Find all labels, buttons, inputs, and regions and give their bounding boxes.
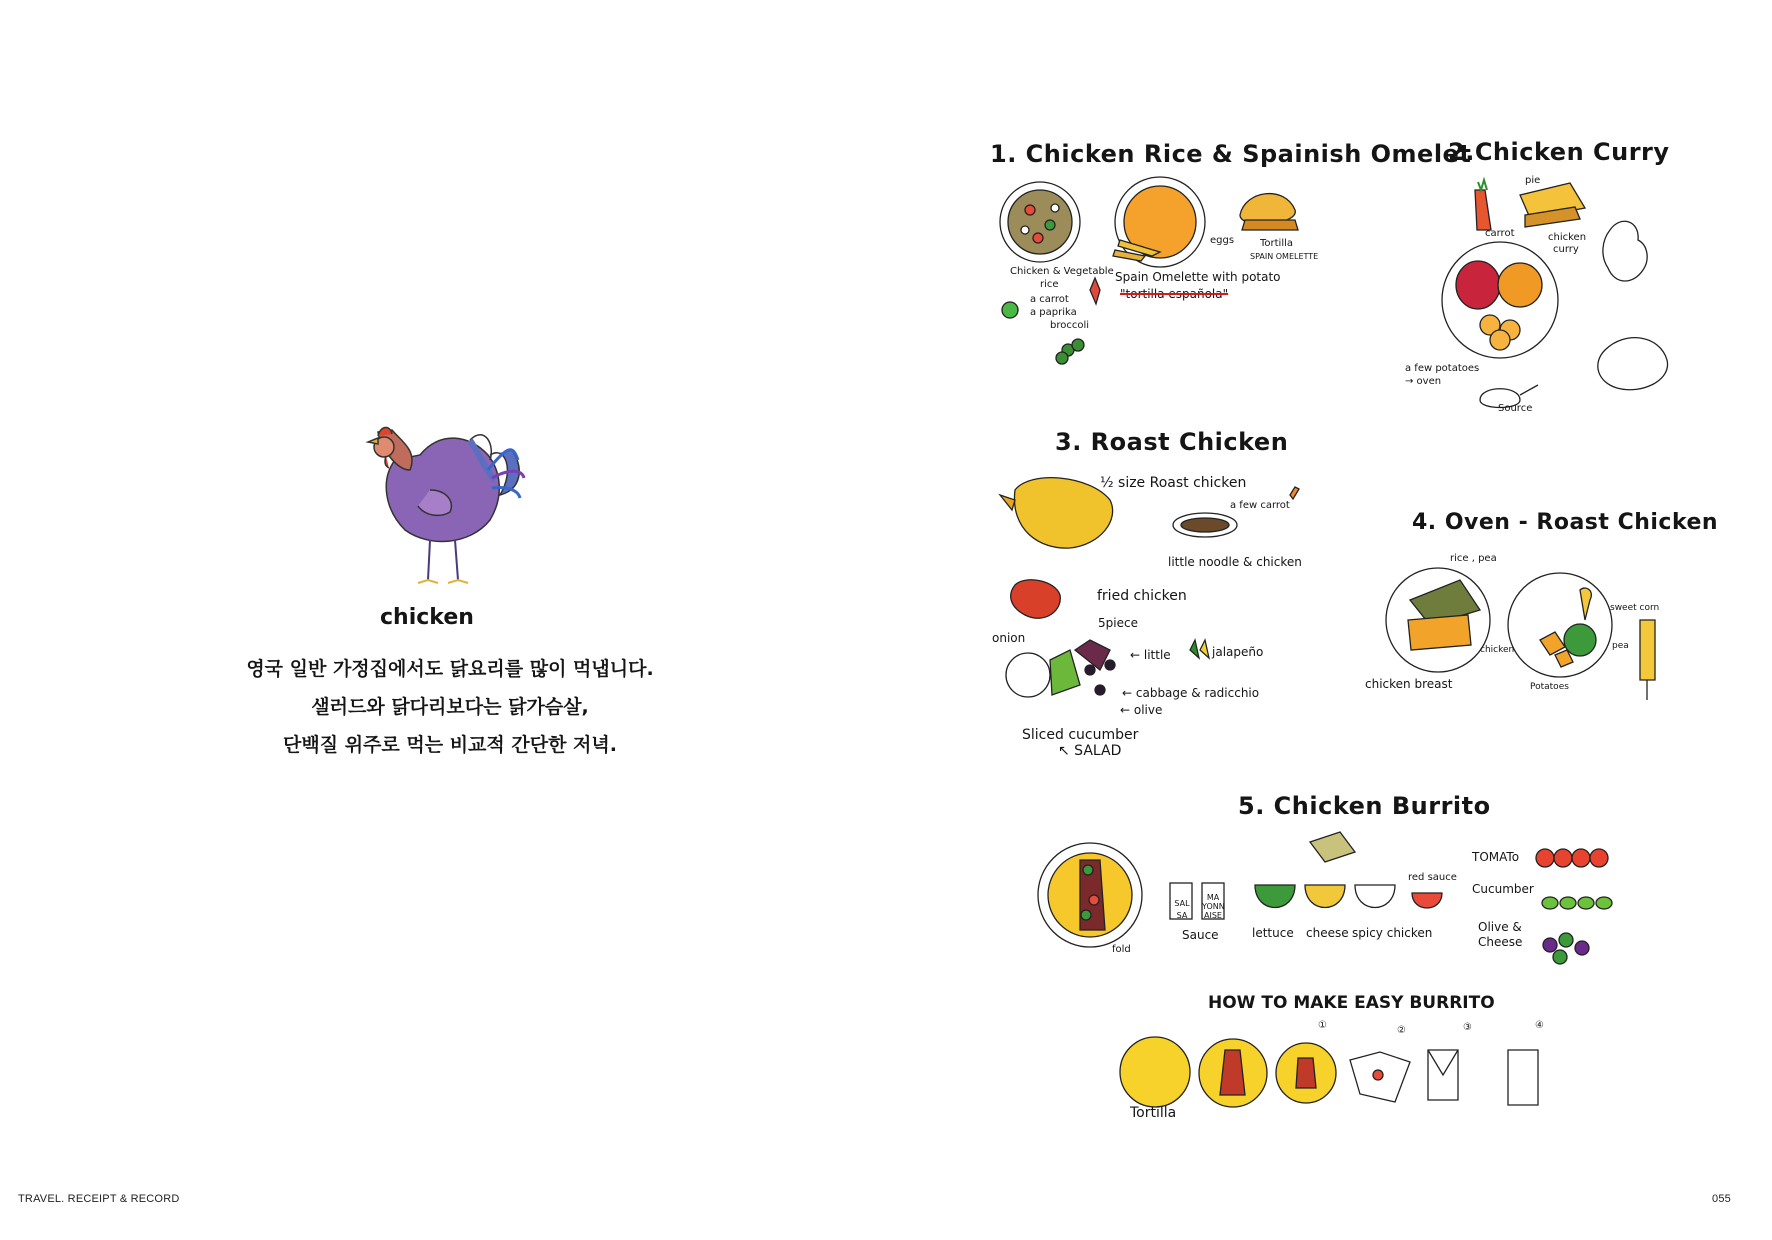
r4-chicken: chicken bbox=[1480, 645, 1515, 655]
rooster-illustration bbox=[368, 427, 524, 583]
recipe4-title: 4. Oven - Roast Chicken bbox=[1412, 510, 1719, 535]
r3-fried: fried chicken bbox=[1097, 588, 1187, 604]
recipe1-title: 1. Chicken Rice & Spainish Omelet bbox=[990, 140, 1472, 168]
r1-veg-broccoli: broccoli bbox=[1050, 320, 1090, 331]
r2-oven: → oven bbox=[1405, 376, 1442, 387]
howto-illustrations bbox=[1120, 1037, 1538, 1107]
r5-sauce: Sauce bbox=[1182, 928, 1219, 942]
r5-mayo: MA YONN AISE bbox=[1202, 893, 1225, 920]
r5-spicy: spicy chicken bbox=[1352, 926, 1433, 940]
howto-step-2: ② bbox=[1397, 1025, 1406, 1036]
r1-tortilla-sub: SPAIN OMELETTE bbox=[1250, 252, 1319, 261]
r3-olive: ← olive bbox=[1120, 703, 1163, 717]
r1-eggs: eggs bbox=[1210, 235, 1235, 246]
body-line: 단백질 위주로 먹는 비교적 간단한 저녁. bbox=[283, 734, 617, 756]
recipe2-title: 2.Chicken Curry bbox=[1448, 138, 1670, 166]
howto-step-3: ③ bbox=[1463, 1022, 1472, 1033]
r3-little: ← little bbox=[1130, 648, 1171, 662]
left-page-body bbox=[230, 650, 670, 764]
r3-cabbage: ← cabbage & radicchio bbox=[1122, 686, 1260, 700]
r5-cucumber: Cucumber bbox=[1472, 882, 1534, 896]
r2-curry2: curry bbox=[1553, 244, 1579, 255]
r3-cucumber: Sliced cucumber bbox=[1022, 727, 1139, 743]
r5-tomato: TOMATo bbox=[1472, 850, 1520, 864]
r5-red-sauce: red sauce bbox=[1408, 872, 1457, 883]
r3-few-carrot: a few carrot bbox=[1230, 500, 1290, 511]
r5-lettuce: lettuce bbox=[1252, 926, 1294, 940]
howto-step-4: ④ bbox=[1535, 1020, 1544, 1031]
howto-title: HOW TO MAKE EASY BURRITO bbox=[1208, 993, 1495, 1013]
r4-rice-pea: rice , pea bbox=[1450, 553, 1497, 564]
body-line: 영국 일반 가정집에서도 닭요리를 많이 먹냅니다. bbox=[246, 658, 654, 680]
r3-half-roast: ½ size Roast chicken bbox=[1100, 475, 1247, 491]
howto-step-1: ① bbox=[1318, 1020, 1327, 1031]
r2-carrot: carrot bbox=[1485, 228, 1515, 239]
r3-salad: ↖ SALAD bbox=[1058, 743, 1122, 759]
r4-breast: chicken breast bbox=[1365, 677, 1453, 691]
r2-pie: pie bbox=[1525, 175, 1541, 186]
r3-noodle: little noodle & chicken bbox=[1168, 555, 1302, 569]
r1-tortilla: Tortilla bbox=[1260, 238, 1294, 249]
r4-potatoes: Potatoes bbox=[1530, 682, 1569, 692]
r3-onion: onion bbox=[992, 631, 1026, 645]
r2-source: Source bbox=[1498, 403, 1533, 414]
r2-potatoes: a few potatoes bbox=[1405, 363, 1480, 374]
howto-tortilla: Tortilla bbox=[1130, 1105, 1177, 1121]
page-number: 055 bbox=[1712, 1193, 1731, 1205]
r1-rice-label2: rice bbox=[1040, 279, 1059, 290]
r4-pea: pea bbox=[1612, 641, 1629, 651]
r5-olive: Olive & bbox=[1478, 920, 1522, 934]
r3-jalapeno: jalapeño bbox=[1212, 645, 1264, 659]
recipe3-title: 3. Roast Chicken bbox=[1055, 428, 1289, 456]
recipe5-title: 5. Chicken Burrito bbox=[1238, 792, 1491, 820]
r1-omelette-desc: Spain Omelette with potato bbox=[1115, 270, 1281, 284]
r1-veg-paprika: a paprika bbox=[1030, 307, 1077, 318]
r1-tortilla-espanola: "tortilla española" bbox=[1120, 287, 1229, 301]
left-page-heading: chicken bbox=[380, 605, 474, 630]
r3-piece: 5piece bbox=[1098, 616, 1138, 630]
footer-left: TRAVEL. RECEIPT & RECORD bbox=[18, 1193, 180, 1205]
r5-cheese: cheese bbox=[1306, 926, 1349, 940]
r5-salsa: SAL SA bbox=[1174, 899, 1190, 920]
r5-cheese2: Cheese bbox=[1478, 935, 1523, 949]
r2-curry: chicken bbox=[1548, 232, 1587, 243]
r4-sweet-corn: sweet corn bbox=[1610, 603, 1660, 613]
r1-rice-label: Chicken & Vegetable bbox=[1010, 266, 1114, 277]
body-line: 샐러드와 닭다리보다는 닭가슴살, bbox=[311, 696, 589, 718]
r1-veg-carrot: a carrot bbox=[1030, 294, 1069, 305]
r5-fold: fold bbox=[1112, 944, 1131, 955]
